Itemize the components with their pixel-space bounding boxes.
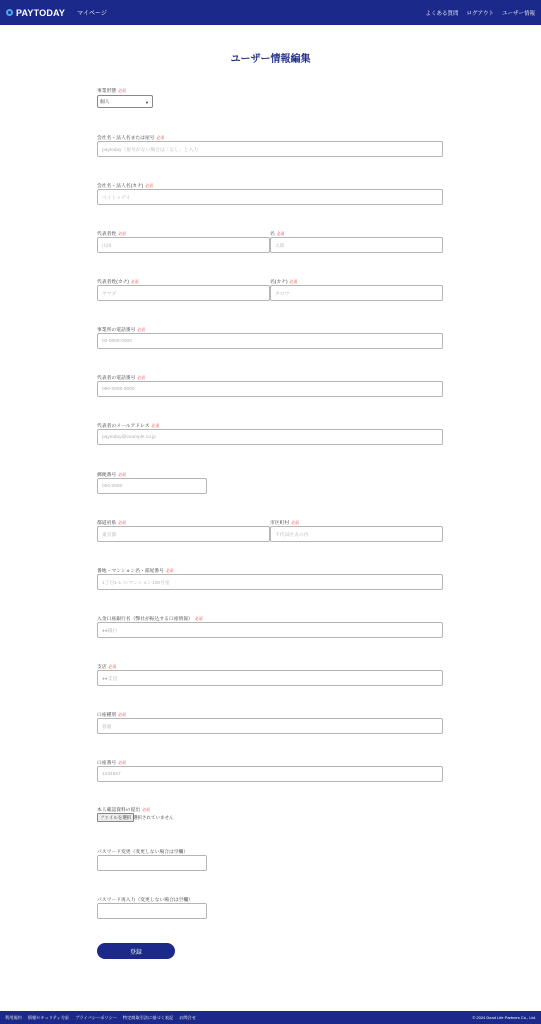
header-nav	[425, 9, 535, 17]
account-type-label: 口座種別 必須	[97, 713, 126, 718]
rep-email-label: 代表者のメールアドレス 必須	[97, 424, 160, 429]
logo[interactable]	[6, 8, 65, 18]
rep-first-input[interactable]	[270, 237, 443, 253]
rep-last-kana-placeholder: ヤマダ	[102, 291, 117, 297]
account-number-label: 口座番号 必須	[97, 761, 126, 766]
bank-name-input[interactable]	[97, 622, 443, 638]
company-kana-label: 会社名・法人名(カナ) 必須	[97, 184, 153, 189]
account-type-placeholder: 普通	[102, 724, 112, 730]
rep-first-label: 名 必須	[270, 232, 285, 237]
rep-first-kana-placeholder: タロウ	[275, 291, 290, 297]
nav-logout-link[interactable]: ログアウト	[466, 10, 494, 17]
rep-first-kana-label: 名(カナ) 必須	[270, 280, 298, 285]
business-type-select[interactable]	[97, 95, 153, 108]
file-status: 選択されていません	[133, 815, 174, 820]
rep-email-placeholder: paytoday@example.co.jp	[102, 434, 156, 440]
office-phone-label: 事業所の電話番号 必須	[97, 328, 145, 333]
footer-privacy-link[interactable]: プライバシーポリシー	[75, 1014, 117, 1020]
company-kana-placeholder: ペイトゥデイ	[102, 195, 131, 201]
rep-phone-label: 代表者の電話番号 必須	[97, 376, 145, 381]
prefecture-input[interactable]	[97, 526, 270, 542]
office-phone-placeholder: 03-0000-0000	[102, 338, 132, 344]
password-confirm-input[interactable]	[97, 903, 207, 919]
copyright: © 2024 Dead Life Partners Co., Ltd.	[472, 1015, 536, 1020]
logo-text: PAYTODAY	[16, 7, 66, 18]
footer	[0, 1011, 541, 1024]
nav-faq-link[interactable]: よくある質問	[425, 10, 459, 17]
footer-commerce-link[interactable]: 特定商取引法に基づく表記	[122, 1014, 174, 1020]
bank-name-label: 入金口座銀行名（弊社が振込する口座情報） 必須	[97, 617, 203, 622]
footer-terms-link[interactable]: 利用規約	[5, 1014, 22, 1020]
account-number-placeholder: 1234567	[102, 771, 121, 777]
file-select-button[interactable]: ファイルを選択	[97, 813, 134, 822]
bank-name-placeholder: ●●銀行	[102, 628, 118, 634]
rep-last-kana-label: 代表者姓(カナ) 必須	[97, 280, 139, 285]
office-phone-input[interactable]	[97, 333, 443, 349]
business-type-value: 個人	[100, 100, 110, 105]
page-title: ユーザー情報編集	[230, 54, 311, 65]
prefecture-label: 都道府県 必須	[97, 521, 126, 526]
address-placeholder: 1丁目1-1 ○○マンション100号室	[102, 580, 170, 586]
rep-last-input[interactable]	[97, 237, 270, 253]
password-confirm-label: パスワード再入力（変更しない場合は空欄）	[97, 898, 193, 903]
logo-icon	[6, 9, 13, 16]
password-label: パスワード変更（変更しない場合は空欄）	[97, 850, 189, 855]
rep-first-kana-input[interactable]	[270, 285, 443, 301]
city-input[interactable]	[270, 526, 443, 542]
footer-contact-link[interactable]: お問合せ	[179, 1014, 196, 1020]
postal-placeholder: 000-0000	[102, 483, 123, 489]
city-placeholder: 千代田区丸の内	[275, 532, 309, 538]
prefecture-placeholder: 東京都	[102, 532, 117, 538]
rep-phone-placeholder: 090-0000-0000	[102, 386, 135, 392]
company-name-input[interactable]	[97, 141, 443, 157]
password-input[interactable]	[97, 855, 207, 871]
company-name-label: 会社名・法人名または屋号 必須	[97, 136, 165, 141]
chevron-down-icon: ▼	[145, 100, 149, 105]
branch-placeholder: ●●支店	[102, 676, 118, 682]
rep-last-kana-input[interactable]	[97, 285, 270, 301]
account-type-input[interactable]	[97, 718, 443, 734]
rep-phone-input[interactable]	[97, 381, 443, 397]
rep-first-placeholder: 太郎	[275, 243, 285, 249]
postal-label: 郵便番号 必須	[97, 473, 126, 478]
nav-user-info-link[interactable]: ユーザー情報	[501, 10, 535, 17]
rep-last-label: 代表者姓 必須	[97, 232, 126, 237]
id-docs-label: 本人確認資料の提出 必須	[97, 808, 150, 813]
postal-input[interactable]	[97, 478, 207, 494]
branch-input[interactable]	[97, 670, 443, 686]
submit-button[interactable]: 登録	[97, 943, 175, 959]
rep-last-placeholder: 山田	[102, 243, 112, 249]
top-header	[0, 0, 541, 25]
branch-label: 支店 必須	[97, 665, 117, 670]
footer-security-link[interactable]: 情報セキュリティ方針	[27, 1014, 70, 1020]
mypage-link[interactable]: マイページ	[77, 11, 107, 17]
company-name-placeholder: paytoday（屋号がない場合は「なし」と入力	[102, 147, 199, 153]
address-input[interactable]	[97, 574, 443, 590]
footer-links	[5, 1015, 196, 1021]
company-kana-input[interactable]	[97, 189, 443, 205]
address-label: 番地・マンション名・部屋番号 必須	[97, 569, 174, 574]
required-mark: 必須	[118, 89, 126, 93]
account-number-input[interactable]	[97, 766, 443, 782]
rep-email-input[interactable]	[97, 429, 443, 445]
city-label: 市区町村 必須	[270, 521, 299, 526]
business-type-label: 事業形態 必須	[97, 89, 126, 94]
